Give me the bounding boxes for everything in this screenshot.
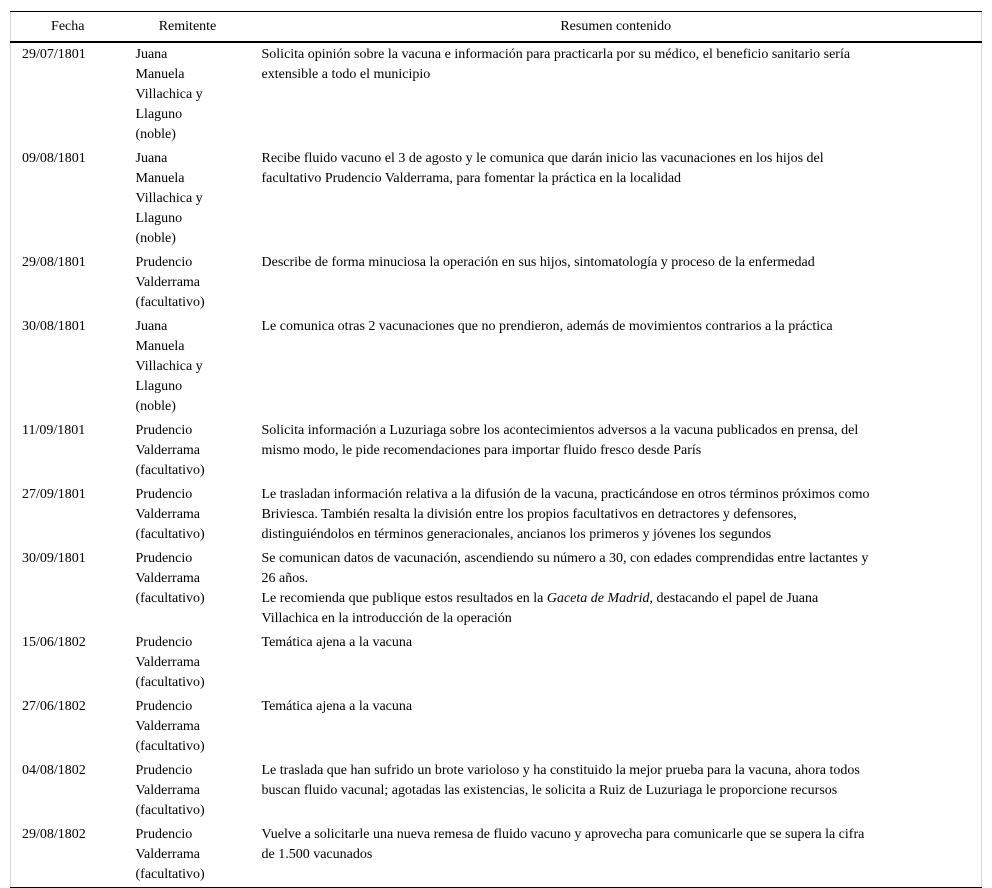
resumen-line bbox=[262, 253, 972, 273]
text-segment: facultativo Prudencio Valderrama, para fomentar la práctica en la localidad bbox=[261, 171, 682, 186]
cell-resumen bbox=[251, 759, 982, 823]
table-row bbox=[11, 823, 982, 888]
text-segment: Le comunica otras 2 vacunaciones que no prendieron, además de movimientos contrarios a la práctica bbox=[261, 319, 833, 334]
text-segment: Temática ajena a la vacuna bbox=[261, 635, 413, 650]
cell-remitente bbox=[125, 483, 251, 547]
remitente-line: Valderrama bbox=[135, 443, 201, 458]
remitente-line: Prudencio bbox=[135, 487, 193, 502]
cell-fecha: 29/08/1801 bbox=[22, 255, 86, 270]
remitente-line: Prudencio bbox=[135, 423, 193, 438]
text-segment: Solicita información a Luzuriaga sobre los acontecimientos adversos a la vacuna publicados en prensa, del bbox=[261, 423, 859, 438]
remitente-line: Valderrama bbox=[135, 847, 201, 862]
cell-fecha: 15/06/1802 bbox=[22, 635, 86, 650]
remitente-line: Valderrama bbox=[135, 275, 201, 290]
remitente-line: Valderrama bbox=[135, 655, 201, 670]
cell-resumen bbox=[251, 419, 982, 483]
table-row bbox=[11, 251, 982, 315]
cell-resumen bbox=[251, 251, 982, 315]
text-segment: Se comunican datos de vacunación, ascendiendo su número a 30, con edades comprendidas entre lactantes y bbox=[261, 551, 869, 566]
resumen-line bbox=[262, 589, 972, 609]
remitente-line: Juana bbox=[135, 47, 168, 62]
cell-fecha: 04/08/1802 bbox=[22, 763, 86, 778]
remitente-line: Prudencio bbox=[135, 551, 193, 566]
cell-resumen bbox=[251, 42, 982, 147]
cell-fecha: 29/07/1801 bbox=[22, 47, 86, 62]
resumen-line bbox=[262, 421, 972, 441]
cell-remitente bbox=[125, 315, 251, 419]
resumen-line bbox=[262, 609, 972, 629]
text-segment: Recibe fluido vacuno el 3 de agosto y le comunica que darán inicio las vacunaciones en los hijos del bbox=[261, 151, 824, 166]
header-resumen: Resumen contenido bbox=[560, 18, 672, 34]
header-remitente: Remitente bbox=[158, 18, 217, 34]
remitente-line: Manuela bbox=[135, 171, 185, 186]
resumen-line bbox=[262, 761, 972, 781]
remitente-line: Juana bbox=[135, 319, 168, 334]
remitente-line: Llaguno bbox=[135, 107, 183, 122]
cell-fecha: 30/08/1801 bbox=[22, 319, 86, 334]
cell-remitente bbox=[125, 251, 251, 315]
table-row bbox=[11, 419, 982, 483]
cell-remitente bbox=[125, 631, 251, 695]
cell-fecha: 11/09/1801 bbox=[22, 423, 86, 438]
table-row bbox=[11, 631, 982, 695]
text-segment: Temática ajena a la vacuna bbox=[261, 699, 413, 714]
cell-resumen bbox=[251, 483, 982, 547]
table-row bbox=[11, 42, 982, 147]
cell-fecha: 29/08/1802 bbox=[22, 827, 86, 842]
remitente-line: Manuela bbox=[135, 67, 185, 82]
text-segment: de 1.500 vacunados bbox=[261, 847, 373, 862]
cell-remitente bbox=[125, 147, 251, 251]
resumen-line bbox=[262, 505, 972, 525]
remitente-line: Valderrama bbox=[135, 571, 201, 586]
cell-resumen bbox=[251, 823, 982, 888]
table-row bbox=[11, 759, 982, 823]
remitente-line: Prudencio bbox=[135, 827, 193, 842]
remitente-line: Villachica y bbox=[135, 191, 203, 206]
table-body bbox=[11, 42, 982, 888]
remitente-line: Villachica y bbox=[135, 359, 203, 374]
cell-remitente bbox=[125, 695, 251, 759]
text-segment: Solicita opinión sobre la vacuna e información para practicarla por su médico, el beneficio sanitario sería bbox=[261, 47, 851, 62]
remitente-line: (facultativo) bbox=[135, 803, 205, 818]
remitente-line: Valderrama bbox=[135, 719, 201, 734]
cell-fecha: 27/06/1802 bbox=[22, 699, 86, 714]
cell-fecha: 09/08/1801 bbox=[22, 151, 86, 166]
table-header-row bbox=[11, 12, 982, 43]
remitente-line: Prudencio bbox=[135, 635, 193, 650]
resumen-line bbox=[262, 825, 972, 845]
text-segment: Villachica en la introducción de la operación bbox=[261, 611, 512, 626]
cell-remitente bbox=[125, 823, 251, 888]
cell-fecha: 30/09/1801 bbox=[22, 551, 86, 566]
resumen-line bbox=[262, 633, 972, 653]
remitente-line: (noble) bbox=[135, 231, 176, 246]
remitente-line: (facultativo) bbox=[135, 295, 205, 310]
cell-resumen bbox=[251, 147, 982, 251]
resumen-line bbox=[262, 65, 972, 85]
remitente-line: Llaguno bbox=[135, 379, 183, 394]
remitente-line: Juana bbox=[135, 151, 168, 166]
text-segment: distinguiéndolos en términos generacionales, ancianos los primeros y jóvenes los segundos bbox=[261, 527, 772, 542]
text-segment: extensible a todo el municipio bbox=[261, 67, 431, 82]
cell-resumen bbox=[251, 695, 982, 759]
remitente-line: (facultativo) bbox=[135, 739, 205, 754]
text-segment: Briviesca. También resalta la división entre los propios facultativos en detractores y defensores, bbox=[261, 507, 797, 522]
resumen-line bbox=[262, 441, 972, 461]
header-fecha: Fecha bbox=[51, 18, 85, 34]
remitente-line: (facultativo) bbox=[135, 675, 205, 690]
cell-remitente bbox=[125, 759, 251, 823]
remitente-line: Villachica y bbox=[135, 87, 203, 102]
resumen-line bbox=[262, 317, 972, 337]
text-segment: Describe de forma minuciosa la operación en sus hijos, sintomatología y proceso de la enfermedad bbox=[261, 255, 815, 270]
remitente-line: Prudencio bbox=[135, 699, 193, 714]
cell-remitente bbox=[125, 547, 251, 631]
remitente-line: (facultativo) bbox=[135, 867, 205, 882]
remitente-line: Manuela bbox=[135, 339, 185, 354]
remitente-line: (noble) bbox=[135, 399, 176, 414]
correspondence-table bbox=[10, 11, 982, 888]
text-segment: Le traslada que han sufrido un brote varioloso y ha constituido la mejor prueba para la vacuna, ahora todos bbox=[261, 763, 860, 778]
resumen-line bbox=[262, 697, 972, 717]
text-segment: Le recomienda que publique estos resultados en la bbox=[261, 591, 547, 606]
table-row bbox=[11, 315, 982, 419]
resumen-line bbox=[262, 549, 972, 569]
remitente-line: Valderrama bbox=[135, 783, 201, 798]
resumen-line bbox=[262, 781, 972, 801]
remitente-line: (facultativo) bbox=[135, 591, 205, 606]
text-segment: buscan fluido vacunal; agotadas las existencias, le solicita a Ruiz de Luzuriaga le proporcione recursos bbox=[261, 783, 838, 798]
cell-fecha: 27/09/1801 bbox=[22, 487, 86, 502]
remitente-line: (facultativo) bbox=[135, 463, 205, 478]
remitente-line: (noble) bbox=[135, 127, 176, 142]
resumen-line bbox=[262, 45, 972, 65]
remitente-line: Prudencio bbox=[135, 763, 193, 778]
remitente-line: (facultativo) bbox=[135, 527, 205, 542]
resumen-line bbox=[262, 169, 972, 189]
resumen-line bbox=[262, 569, 972, 589]
table-row bbox=[11, 547, 982, 631]
cell-remitente bbox=[125, 42, 251, 147]
text-segment: mismo modo, le pide recomendaciones para importar fluido fresco desde París bbox=[261, 443, 702, 458]
table-row bbox=[11, 483, 982, 547]
table-row bbox=[11, 695, 982, 759]
text-segment: Vuelve a solicitarle una nueva remesa de fluido vacuno y aprovecha para comunicarle que se supera la cifra bbox=[261, 827, 865, 842]
resumen-line bbox=[262, 149, 972, 169]
resumen-line bbox=[262, 845, 972, 865]
remitente-line: Prudencio bbox=[135, 255, 193, 270]
cell-resumen bbox=[251, 631, 982, 695]
cell-remitente bbox=[125, 419, 251, 483]
text-segment: , destacando el papel de Juana bbox=[649, 591, 819, 606]
table-row bbox=[11, 147, 982, 251]
text-segment: 26 años. bbox=[261, 571, 309, 586]
remitente-line: Valderrama bbox=[135, 507, 201, 522]
resumen-line bbox=[262, 485, 972, 505]
italic-title: Gaceta de Madrid bbox=[546, 591, 650, 606]
cell-resumen bbox=[251, 315, 982, 419]
cell-resumen bbox=[251, 547, 982, 631]
remitente-line: Llaguno bbox=[135, 211, 183, 226]
text-segment: Le trasladan información relativa a la difusión de la vacuna, practicándose en otros términos próximos como bbox=[261, 487, 870, 502]
resumen-line bbox=[262, 525, 972, 545]
